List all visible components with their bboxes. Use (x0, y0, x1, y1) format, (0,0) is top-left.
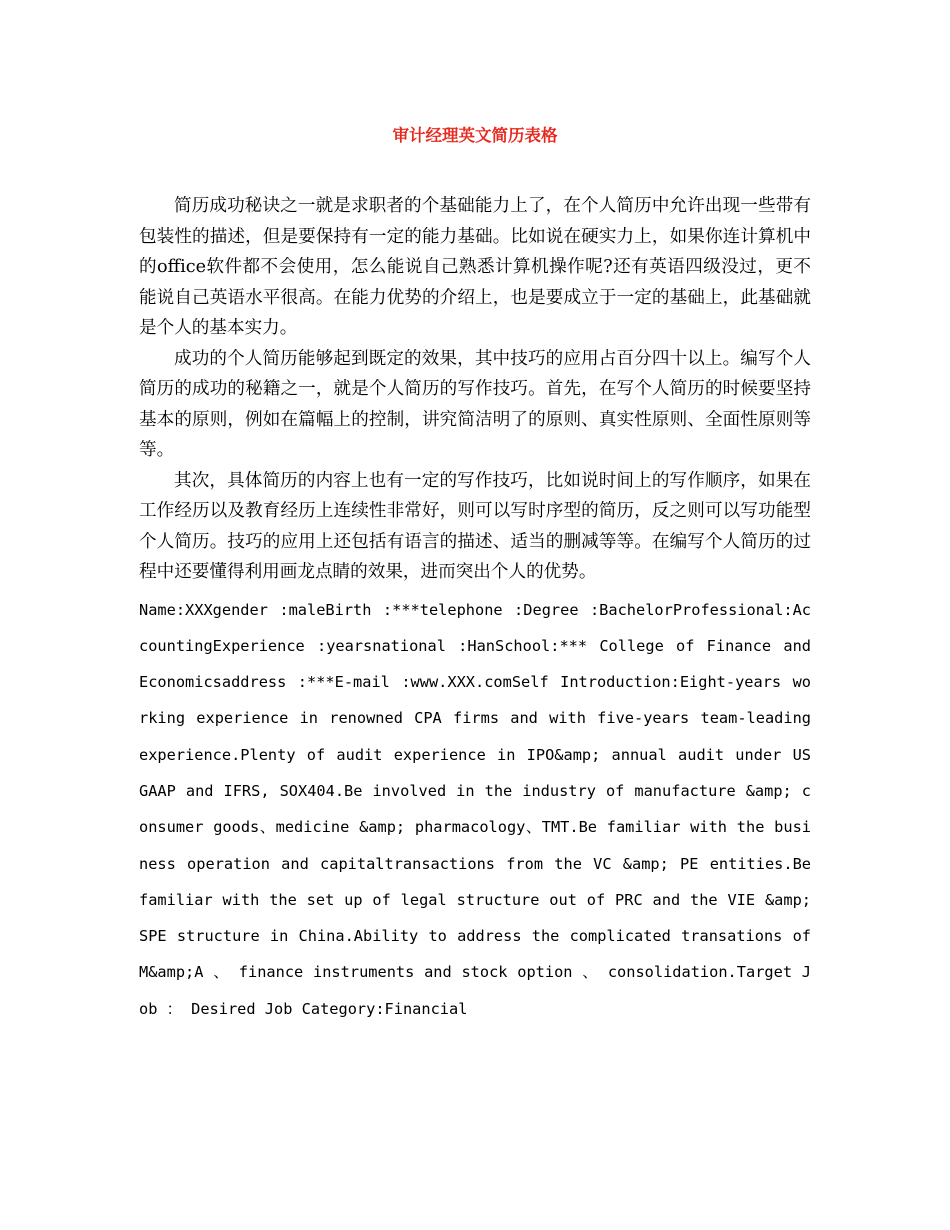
paragraph-resume-basics: 简历成功秘诀之一就是求职者的个基础能力上了，在个人简历中允许出现一些带有包装性的描述，但是要保持有一定的能力基础。比如说在硬实力上，如果你连计算机中的office软件都不会使用，怎么能说自己熟悉计算机操作呢?还有英语四级没过，更不能说自己英语水平很高。在能力优势的介绍上，也是要成立于一定的基础上，此基础就是个人的基本实力。 (139, 196, 811, 338)
document-body (139, 191, 811, 1027)
paragraph-content-techniques: 其次，具体简历的内容上也有一定的写作技巧，比如说时间上的写作顺序，如果在工作经历以及教育经历上连续性非常好，则可以写时序型的简历，反之则可以写功能型个人简历。技巧的应用上还包括有语言的描述、适当的删减等等。在编写个人简历的过程中还要懂得利用画龙点睛的效果，进而突出个人的优势。 (139, 470, 811, 582)
paragraph-writing-skills: 成功的个人简历能够起到既定的效果，其中技巧的应用占百分四十以上。编写个人简历的成功的秘籍之一，就是个人简历的写作技巧。首先，在写个人简历的时候要坚持基本的原则，例如在篇幅上的控制，讲究简洁明了的原则、真实性原则、全面性原则等等。 (139, 348, 811, 460)
document-title: 审计经理英文简历表格 (392, 126, 558, 145)
resume-english-content: Name:XXXgender :maleBirth :***telephone :Degree :BachelorProfessional:AccountingExperience :yearsnational :HanSchool:*** College of Finance and Economicsaddress :***E-mail :www.XXX.comSelf Introduction:Eight-years working experience in renowned CPA firms and with five-years team-leading experience.Plenty of audit experience in IPO&amp; annual audit under US GAAP and IFRS, SOX404.Be involved in the industry of manufacture &amp; consumer goods、medicine &amp; pharmacology、TMT.Be familiar with the business operation and capitaltransactions from the VC &amp; PE entities.Be familiar with the set up of legal structure out of PRC and the VIE &amp; SPE structure in China.Ability to address the complicated transations of M&amp;A 、 finance instruments and stock option 、 consolidation.Target Job ： Desired Job Category:Financial (139, 600, 811, 1018)
